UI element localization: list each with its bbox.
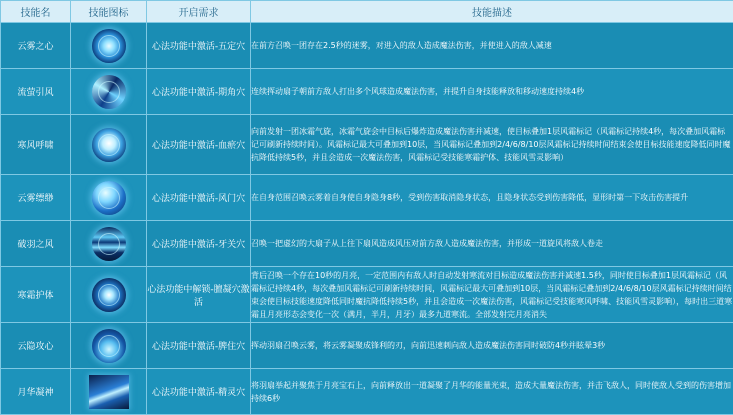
table-row: [1, 369, 733, 415]
skill-description: 召唤一把虚幻的大扇子从上往下扇风造成风压对前方敌人造成魔法伤害，并形成一道旋风将敌人卷走: [251, 221, 733, 267]
unlock-requirement: 心法功能中激活-牙关穴: [147, 221, 251, 267]
table-header: [1, 1, 733, 23]
skill-name: 云雾缥缈: [1, 175, 71, 221]
header-row: [1, 1, 733, 23]
skill-description: 挥动羽扇召唤云雾，将云雾凝聚成锋利的刃，向前迅速刺向敌人造成魔法伤害同时破防4秒并眩晕3秒: [251, 323, 733, 369]
frost-shield-icon: [92, 278, 126, 312]
unlock-requirement: 心法功能中激活-期角穴: [147, 69, 251, 115]
skill-icon-cell: [71, 221, 147, 267]
skill-name: 流萤引风: [1, 69, 71, 115]
unlock-requirement: 心法功能中解锁-膻凝穴激活: [147, 267, 251, 323]
cloud-heart-icon: [92, 29, 126, 63]
firefly-wind-icon: [92, 75, 126, 109]
unlock-requirement: 心法功能中激活-风门穴: [147, 175, 251, 221]
skill-description: 在自身范围召唤云雾着自身使自身隐身8秒，受到伤害取消隐身状态，且隐身状态受到伤害降低，显形时第一下攻击伤害提升: [251, 175, 733, 221]
skill-icon-cell: [71, 23, 147, 69]
skill-description: 将羽扇举起并聚焦于月亮宝石上，向前释放出一道凝聚了月华的能量光束，造成大量魔法伤害，并击飞敌人，同时使敌人受到的伤害增加持续6秒: [251, 369, 733, 415]
skill-description: 在前方召唤一团存在2.5秒的迷雾，对进入的敌人造成魔法伤害，并使进入的敌人减速: [251, 23, 733, 69]
skill-name: 云隐攻心: [1, 323, 71, 369]
header-skill-name: 技能名: [1, 1, 71, 23]
table-row: [1, 323, 733, 369]
unlock-requirement: 心法功能中激活-脾住穴: [147, 323, 251, 369]
skill-name: 云雾之心: [1, 23, 71, 69]
skill-name: 破羽之风: [1, 221, 71, 267]
header-skill-icon: 技能图标: [71, 1, 147, 23]
table-row: [1, 221, 733, 267]
skill-description: 连续挥动扇子朝前方敌人打出多个风球造成魔法伤害，并提升自身技能释放和移动速度持续4秒: [251, 69, 733, 115]
unlock-requirement: 心法功能中激活-血瘀穴: [147, 115, 251, 175]
table-row: [1, 267, 733, 323]
header-unlock-requirement: 开启需求: [147, 1, 251, 23]
breaking-feather-wind-icon: [92, 227, 126, 261]
table-row: [1, 175, 733, 221]
skill-description: 背后召唤一个存在10秒的月亮，一定范围内有敌人时自动发射寒流对目标造成魔法伤害并减速1.5秒，同时使目标叠加1层风霜标记（风霜标记持续4秒，每次叠加风霜标记可刷新持续时间，风霜标记最大可叠加到10层，当风霜标记叠加到2/4/6/8/10层风霜标记持续时间结束会使目标技能速度降低同时魔抗降低持续5秒，并且会造成一次魔法伤害，风霜标记受技能寒风呼啸、技能风雪灵影响），每时出三道寒霜且月亮形态会变化一次（满月，半月，月牙）最多九道寒流。全部发射完月亮消失: [251, 267, 733, 323]
unlock-requirement: 心法功能中激活-精灵穴: [147, 369, 251, 415]
skill-name: 寒风呼啸: [1, 115, 71, 175]
moonlight-focus-icon: [89, 375, 129, 409]
skill-icon-cell: [71, 69, 147, 115]
skill-icon-cell: [71, 323, 147, 369]
table-row: [1, 69, 733, 115]
skill-icon-cell: [71, 267, 147, 323]
cloud-mist-icon: [92, 181, 126, 215]
skill-icon-cell: [71, 175, 147, 221]
cold-wind-icon: [92, 128, 126, 162]
skill-icon-cell: [71, 115, 147, 175]
skill-name: 月华凝神: [1, 369, 71, 415]
skill-name: 寒霜护体: [1, 267, 71, 323]
unlock-requirement: 心法功能中激活-五定穴: [147, 23, 251, 69]
table-body: [1, 23, 733, 415]
header-skill-description: 技能描述: [251, 1, 733, 23]
table-row: [1, 23, 733, 69]
table-row: [1, 115, 733, 175]
skill-description: 向前发射一团冰霜气旋，冰霜气旋会中目标后爆炸造成魔法伤害并减速，使目标叠加1层风霜标记（风霜标记持续4秒，每次叠加风霜标记可刷新持续时间）。风霜标记最大可叠加到10层，当风霜标记叠加到2/4/6/8/10层风霜标记持续时间结束会使目标技能速度降低同时魔抗降低持续5秒，并且会造成一次魔法伤害，风霜标记受技能寒霜护体、技能风雪灵影响）: [251, 115, 733, 175]
cloud-hidden-icon: [92, 329, 126, 363]
skill-icon-cell: [71, 369, 147, 415]
